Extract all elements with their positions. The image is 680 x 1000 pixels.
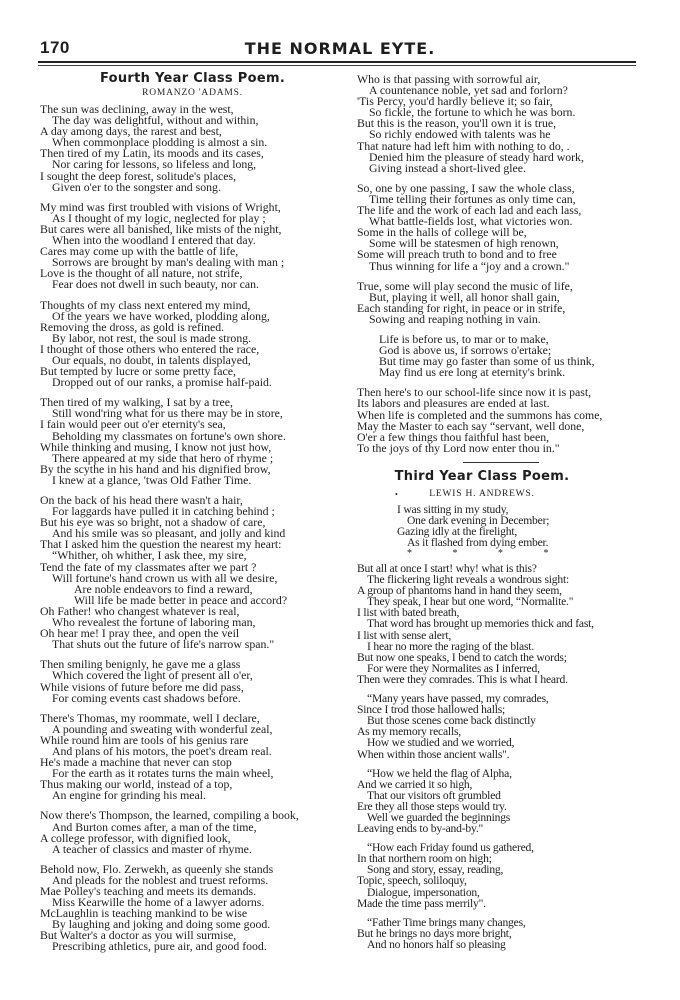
verse-line: Since I trod those hallowed halls; (357, 703, 506, 717)
right-column (357, 74, 657, 463)
verse-line: Oh Father! who changest whatever is real, (40, 603, 240, 618)
verse-line: So, one by one passing, I saw the whole class, (357, 180, 575, 195)
verse-line: May find us ere long at eternity's brink. (379, 365, 566, 380)
verse-line: Which covered the light of present all o'er, (52, 668, 253, 683)
verse-line: Denied him the pleasure of steady hard work, (369, 149, 584, 164)
verse-line: When commonplace plodding is almost a sin. (52, 135, 268, 150)
stanza (40, 810, 345, 854)
verse-line: But his eye was so bright, not a shadow of care, (40, 515, 266, 530)
verse-line: O'er a few things thou faithful hast been, (357, 429, 550, 444)
verse-line: When life is completed and the summons has come, (357, 407, 603, 422)
verse-line: Dialogue, impersonation, (367, 885, 480, 899)
poem-author: ROMANZO 'ADAMS. (142, 88, 243, 98)
verse-line: Cares may come up with the battle of life, (40, 244, 239, 259)
verse-line: Song and story, essay, reading, (367, 863, 504, 877)
verse-line: That shuts out the future of life's narrow span." (52, 637, 275, 652)
stray-mark: • (395, 490, 398, 499)
verse-line: As my memory recalls, (357, 725, 461, 739)
verse-line: Some will preach truth to bond and to free (357, 247, 557, 262)
verse-line: Dropped out of our ranks, a promise half-paid. (52, 375, 272, 390)
verse-line: But cares were all banished, like mists of the night, (40, 221, 282, 236)
verse-line: By labor, not rest, the soul is made strong. (52, 330, 252, 345)
verse-line: A teacher of classics and master of rhyme. (52, 841, 252, 856)
verse-line: But, playing it well, all honor shall gain, (369, 289, 560, 304)
verse-line: Who revealest the fortune of laboring man, (52, 615, 256, 630)
verse-line: As I thought of my logic, neglected for play ; (52, 210, 266, 225)
verse-line: He's made a machine that never can stop (40, 755, 232, 770)
asterisk-break: * * * * (407, 548, 549, 560)
verse-line: When into the woodland I entered that day. (52, 233, 256, 248)
poem2-intro (397, 504, 657, 559)
verse-line: For coming events cast shadows before. (52, 690, 241, 705)
verse-line: Topic, speech, soliloquy, (357, 874, 467, 888)
verse-line: Mae Polley's teaching and meets its demands. (40, 884, 257, 898)
verse-line: That word has brought up memories thick and fast, (367, 617, 594, 631)
verse-line: Some in the halls of college will be, (357, 225, 527, 240)
stanza (357, 180, 657, 273)
verse-line: While round him are tools of his genius rare (40, 732, 249, 747)
verse-line: As it flashed from dying ember. (407, 536, 549, 550)
verse-line: For were they Normalites as I inferred, (367, 661, 540, 675)
verse-line: And his smile was so pleasant, and jolly and kind (52, 526, 286, 541)
verse-line: The flickering light reveals a wondrous sight: (367, 573, 570, 587)
verse-line: But now one speaks, I bend to catch the words; (357, 650, 567, 664)
poem-body (40, 104, 345, 953)
verse-line: What battle-fields lost, what victories won. (369, 214, 573, 229)
stanza (40, 297, 345, 390)
verse-line: “Father Time brings many changes, (367, 915, 526, 929)
verse-line: Nor caring for lessons, so lifeless and long, (52, 157, 257, 172)
verse-line: There appeared at my side that hero of rhyme ; (52, 450, 274, 465)
verse-line: Thoughts of my class next entered my mind, (40, 297, 251, 312)
verse-line: Still wond'ring what for us there may be in store, (52, 406, 283, 421)
verse-line: A day among days, the rarest and best, (40, 124, 222, 139)
verse-line: Made the time pass merrily". (357, 896, 486, 910)
verse-line: But he brings no days more bright, (357, 926, 512, 940)
verse-line: I was sitting in my study, (397, 503, 509, 516)
stanza (40, 659, 345, 703)
stanza (357, 563, 657, 685)
verse-line: And pleads for the noblest and truest reforms. (52, 872, 269, 887)
verse-line: To the joys of thy Lord now enter thou in." (357, 440, 560, 455)
verse-line: While visions of future before me did pass, (40, 679, 244, 694)
verse-line: I fain would peer out o'er eternity's sea, (40, 417, 226, 432)
verse-line: Are noble endeavors to find a reward, (74, 581, 253, 596)
stanza (357, 387, 657, 454)
verse-line: Miss Kearwille the home of a lawyer adorns. (52, 895, 265, 910)
poem-title: Fourth Year Class Poem. (99, 71, 286, 86)
verse-line: Sorrows are brought by man's dealing with man ; (52, 255, 285, 270)
verse-line: Love is the thought of all nature, not strife, (40, 266, 243, 281)
verse-line: Then were they comrades. This is what I heard. (357, 672, 568, 686)
verse-line: Beholding my classmates on fortune's own shore. (52, 428, 286, 443)
verse-line: True, some will play second the music of life, (357, 278, 573, 293)
verse-line: That our visitors oft grumbled (367, 788, 501, 802)
verse-line: And plans of his motors, the poet's dream real. (52, 743, 272, 758)
verse-line: My mind was first troubled with visions of Wright, (40, 199, 281, 214)
verse-line: For laggards have pulled it in catching behind ; (52, 504, 275, 519)
verse-line: I knew at a glance, 'twas Old Father Time. (52, 472, 252, 487)
verse-line: I list with sense alert, (357, 628, 452, 642)
verse-line: That I asked him the question the nearest my heart: (40, 537, 282, 552)
page-number: 170 (40, 38, 70, 57)
verse-line: I hear no more the raging of the blast. (367, 639, 535, 653)
verse-line: Our equals, no doubt, in talents displayed, (52, 352, 251, 367)
stanza (40, 199, 345, 292)
verse-line: They speak, I hear but one word, “Normalite." (367, 595, 574, 609)
verse-line: So richly endowed with talents was he (369, 127, 551, 142)
verse-line: So fickle, the fortune to which he was born. (369, 105, 576, 120)
stanza (357, 74, 657, 174)
verse-line: The sun was declining, away in the west, (40, 102, 234, 116)
stanza (357, 842, 657, 909)
verse-line: But time may go faster than some of us think, (379, 354, 595, 369)
verse-line: I sought the deep forest, solitude's places, (40, 168, 237, 183)
section-divider (463, 462, 539, 463)
stanza (40, 104, 345, 193)
poem2-body (357, 563, 657, 958)
journal-title: THE NORMAL EYTE. (244, 39, 436, 58)
verse-line: Now there's Thompson, the learned, compiling a book, (40, 808, 299, 823)
verse-line: The day was delightful, without and within, (52, 113, 259, 128)
header-rule (38, 61, 636, 66)
verse-line: Will life be made better in peace and accord? (74, 592, 288, 607)
verse-line: I thought of those others who entered the race, (40, 341, 260, 356)
verse-line: An engine for grinding his meal. (52, 788, 206, 803)
verse-line: By laughing and joking and doing some good. (52, 917, 271, 932)
verse-line: The life and the work of each lad and each lass, (357, 203, 582, 218)
verse-line: And no honors half so pleasing (367, 937, 506, 951)
verse-line: Ere they all those steps would try. (357, 799, 507, 813)
stanza (40, 861, 345, 954)
verse-line: Gazing idly at the firelight, (397, 525, 518, 539)
verse-line: Thus making our world, instead of a top, (40, 777, 233, 792)
verse-line: A countenance noble, yet sad and forlorn? (369, 83, 568, 98)
verse-line: One dark evening in December; (407, 514, 550, 528)
verse-line: A group of phantoms hand in hand they seem, (357, 584, 562, 598)
verse-line: That nature had left him with nothing to do, . (357, 138, 570, 153)
stanza (357, 693, 657, 760)
verse-line: In that northern room on high; (357, 852, 492, 866)
verse-line: Oh hear me! I pray thee, and open the veil (40, 626, 240, 641)
stanza (357, 331, 657, 380)
stanza (357, 768, 657, 835)
verse-line: Time telling their fortunes as only time can, (369, 191, 576, 206)
verse-line: “Whither, oh whither, I ask thee, my sire, (52, 548, 247, 563)
stanza (357, 278, 657, 326)
verse-line: Fear does not dwell in such beauty, nor can. (52, 277, 259, 292)
verse-line: By the scythe in his hand and his dignified brow, (40, 461, 271, 476)
verse-line: Of the years we have worked, plodding along, (52, 308, 270, 323)
verse-line: “Many years have passed, my comrades, (367, 692, 549, 706)
verse-line: On the back of his head there wasn't a hair, (40, 493, 243, 507)
verse-line: But this is the reason, you'll own it is true, (357, 116, 557, 131)
verse-line: “How each Friday found us gathered, (367, 841, 534, 855)
verse-line: Then tired of my walking, I sat by a tree, (40, 395, 233, 410)
verse-line: When within those ancient walls". (357, 747, 510, 761)
left-column (40, 71, 345, 962)
verse-line: Sowing and reaping nothing in vain. (369, 311, 541, 326)
verse-line: A pounding and sweating with wonderful zeal, (52, 721, 273, 736)
verse-line: God is above us, if sorrows o'ertake; (379, 343, 552, 358)
verse-line: Then smiling benignly, he gave me a glass (40, 657, 241, 672)
verse-line: While thinking and musing, I know not just how, (40, 439, 272, 454)
verse-line: How we studied and we worried, (367, 736, 515, 750)
stanza (40, 397, 345, 486)
verse-line: But Walter's a doctor as you will surmise, (40, 928, 237, 943)
verse-line: Behold now, Flo. Zerwekh, as queenly she stands (40, 861, 274, 876)
verse-line: And we carried it so high, (357, 777, 473, 791)
verse-line: But those scenes come back distinctly (367, 714, 536, 728)
stanza (40, 495, 345, 650)
verse-line: Leaving ends to by-and-by." (357, 822, 484, 836)
verse-line: Will fortune's hand crown us with all we desire, (52, 570, 278, 585)
verse-line: But all at once I start! why! what is this? (357, 562, 537, 575)
verse-line: Removing the dross, as gold is refined. (40, 319, 225, 334)
verse-line: I list with bated breath, (357, 606, 460, 620)
verse-line: “How we held the flag of Alpha, (367, 766, 512, 780)
verse-line: Well we guarded the beginnings (367, 810, 511, 824)
verse-line: Tend the fate of my classmates after we part ? (40, 559, 257, 574)
verse-line: 'Tis Percy, you'd hardly believe it; so fair, (357, 94, 553, 109)
verse-line: But tempted by lucre or some pretty face, (40, 364, 236, 379)
verse-line: Who is that passing with sorrowful air, (357, 72, 541, 86)
verse-line: Thus winning for life a “joy and a crown." (369, 258, 570, 273)
verse-line: May the Master to each say “servant, well done, (357, 418, 585, 433)
verse-line: For the earth as it rotates turns the main wheel, (52, 766, 274, 781)
verse-line: Giving instead a short-lived glee. (369, 160, 526, 175)
verse-line: And Burton comes after, a man of the time, (52, 819, 257, 834)
verse-line: Life is before us, to mar or to make, (379, 331, 549, 346)
verse-line: Its labors and pleasures are ended at last. (357, 396, 550, 411)
stanza (40, 710, 345, 803)
poem-author: LEWIS H. ANDREWS. (429, 489, 535, 499)
verse-line: A college professor, with dignified look, (40, 830, 231, 845)
verse-line: There's Thomas, my roommate, well I declare, (40, 710, 260, 725)
verse-line: Some will be statesmen of high renown, (369, 236, 559, 251)
verse-line: Prescribing athletics, pure air, and good food. (52, 939, 267, 954)
verse-line: Each standing for right, in peace or in strife, (357, 300, 566, 315)
verse-line: Given o'er to the songster and song. (52, 179, 221, 194)
poem-title: Third Year Class Poem. (394, 469, 570, 484)
verse-line: McLaughlin is teaching mankind to be wise (40, 906, 248, 921)
verse-line: Then tired of my Latin, its moods and its cases, (40, 146, 264, 161)
stanza (357, 917, 657, 950)
verse-line: Then here's to our school-life since now it is past, (357, 385, 592, 400)
